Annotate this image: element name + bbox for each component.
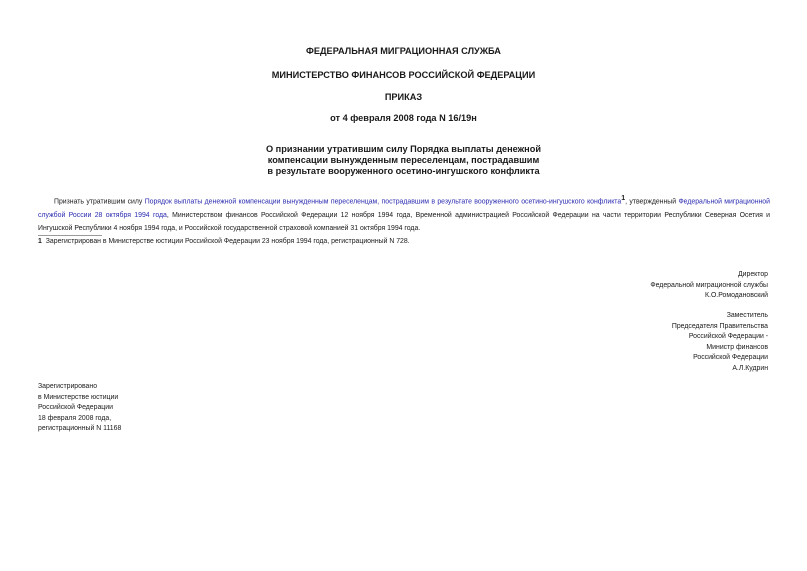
registration-number: регистрационный N 11168 [38, 425, 122, 433]
footnote-number: 1 [38, 238, 42, 245]
procedure-link[interactable]: Порядок выплаты денежной компенсации вынужденным переселенцам, пострадавшим в результате вооруженного осетино-ингушского конфликта [144, 198, 622, 206]
paragraph-lead: Признать утратившим силу [54, 198, 143, 206]
signature-finance-minister [468, 311, 768, 375]
registration-line-2: в Министерстве юстиции [38, 393, 119, 401]
fms-approval-link[interactable]: Федеральной миграционной службой России 28 октября 1994 года [38, 198, 770, 219]
signature-name: К.О.Ромодановский [705, 292, 768, 300]
document-title-line-1: О признании утратившим силу Порядка выплаты денежной [265, 144, 541, 154]
registration-line-3: Российской Федерации [38, 404, 113, 412]
agency-heading: ФЕДЕРАЛЬНАЯ МИГРАЦИОННАЯ СЛУЖБА [306, 46, 501, 56]
signature-position-cont: Председателя Правительства [671, 322, 768, 330]
document-date-number: от 4 февраля 2008 года N 16/19н [330, 113, 477, 123]
registration-line-1: Зарегистрировано [38, 383, 98, 390]
signature-organization: Российской Федерации - [688, 333, 768, 341]
footnote-divider [38, 235, 102, 236]
signature-organization-2: Российской Федерации [693, 354, 768, 362]
document-type-heading: ПРИКАЗ [384, 92, 423, 102]
signature-position: Директор [737, 271, 768, 278]
signature-organization: Федеральной миграционной службы [650, 281, 768, 289]
registration-note [38, 382, 238, 435]
registration-date: 18 февраля 2008 года, [38, 414, 112, 422]
footnote-text: Зарегистрирован в Министерстве юстиции Российской Федерации 23 ноября 1994 года, регистрационный N 728. [45, 238, 410, 245]
footnote [38, 237, 738, 247]
order-paragraph [38, 192, 770, 235]
document-title-line-3: в результате вооруженного осетино-ингушского конфликта [267, 166, 540, 176]
footnote-reference[interactable]: 1 [621, 195, 626, 202]
signature-name: А.Л.Кудрин [732, 364, 768, 372]
paragraph-rest: , Министерством финансов Российской Федерации 12 ноября 1994 года, Временной администрацией Российской Федерации на части территории Республики Северная Осетия и Ингушской Республики 4 ноября 1994 года, и Российской государственной страховой компанией 31 октября 1994 года. [38, 211, 770, 232]
paragraph-mid: , утвержденный [625, 198, 677, 206]
signature-position: Заместитель [726, 312, 768, 319]
signature-fms-director [468, 270, 768, 302]
signature-role: Министр финансов [706, 343, 768, 351]
ministry-heading: МИНИСТЕРСТВО ФИНАНСОВ РОССИЙСКОЙ ФЕДЕРАЦИИ [271, 70, 536, 80]
document-title-line-2: компенсации вынужденным переселенцам, пострадавшим [267, 155, 540, 165]
